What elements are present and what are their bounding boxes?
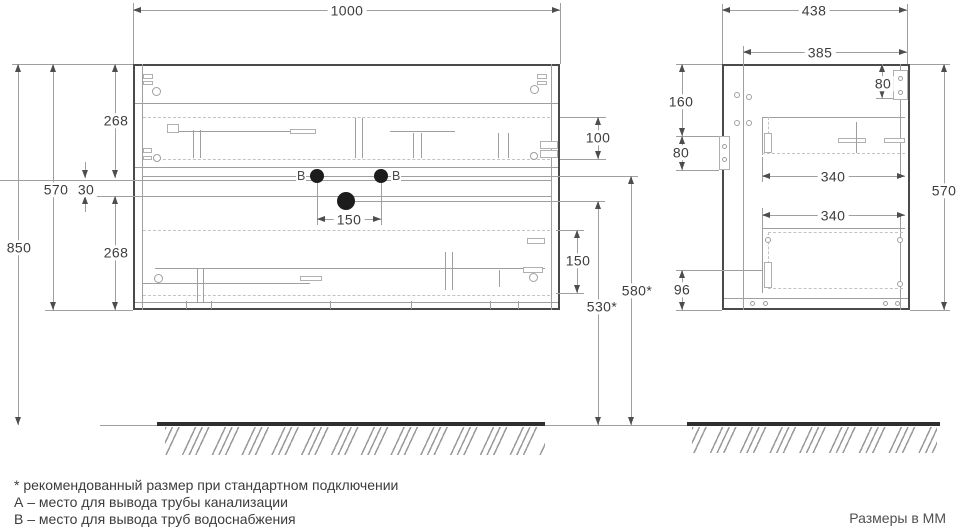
drawer-hardware [884,138,905,143]
drawer-hardware [856,122,857,153]
drawer-hardware [499,270,500,287]
drawer-hardware [452,252,453,290]
dashed-line [762,153,905,154]
arrowhead [595,417,601,425]
drawer-hardware [540,150,558,158]
arrowhead [762,173,770,179]
arrowhead [373,216,381,222]
dim-label-drain-outlet: 530* [584,299,620,314]
drawer-line [762,228,905,229]
tick [411,301,412,309]
dashed-line [768,232,903,233]
dashed-line [143,159,550,160]
b-level-line [142,176,638,177]
panel-line [551,64,552,310]
ground-hatching [692,427,937,453]
rail-line [75,196,551,197]
cam-fitting [537,81,547,85]
extension-line [45,310,133,311]
point-b-right-label: B [392,169,401,183]
panel-line [135,103,558,104]
extension-line [910,310,950,311]
extension-line [556,230,584,231]
arrowhead [899,49,907,55]
side-bracket [719,136,730,170]
arrowhead [941,302,947,310]
ground-surface [687,422,940,426]
drawer-hardware [197,268,198,302]
arrowhead [679,270,685,278]
screw-hole [763,301,768,306]
dim-label-side-cabinet-height: 570 [929,183,958,198]
extension-line [556,293,584,294]
arrowhead [897,173,905,179]
extension-line [722,4,723,64]
tick [518,301,519,309]
dim-label-water-outlet: 580* [619,283,655,298]
drawer-line [762,228,763,293]
a-level-line [340,201,605,202]
screw-hole [897,281,903,287]
screw-hole [722,144,727,149]
extension-line [676,170,719,171]
drill-hole [746,94,752,100]
arrowhead [112,64,118,72]
drawer-hardware [167,124,179,133]
drawer-hardware [300,276,322,281]
extension-line [676,270,743,271]
drawer-slide [167,131,300,132]
drawer-hardware [838,138,866,143]
screw-hole [897,237,903,243]
dim-label-drawer-gap: 30 [75,182,97,197]
side-cabinet-outline [722,64,910,310]
dim-label-mount-gap: 80 [670,145,692,160]
arrowhead [112,196,118,204]
note-legend-a: А – место для вывода трубы канализации [14,494,288,510]
panel-line [743,64,744,310]
arrowhead [595,117,601,125]
hanging-rail [893,70,908,100]
cam-fitting [529,273,538,282]
drawer-hardware [421,133,422,158]
dim-label-drawer-depth-upper: 340 [818,169,849,184]
arrowhead [628,176,634,184]
screw-hole [883,301,888,306]
extension-line [876,98,893,99]
drawer-hardware [445,252,446,290]
arrowhead [552,7,560,13]
dim-label-lower-drawer: 268 [101,245,132,260]
arrowhead [899,7,907,13]
drawer-hardware [290,129,316,134]
drawer-hardware [200,130,201,158]
cam-fitting [153,154,161,162]
arrowhead [679,128,685,136]
drawer-hardware [413,133,414,158]
panel-line [743,270,762,271]
arrowhead [133,7,141,13]
note-legend-b: В – место для вывода труб водоснабжения [14,511,296,527]
drawer-hardware [193,130,194,158]
cam-fitting [143,74,153,79]
note-recommended: * рекомендованный размер при стандартном подключении [14,477,399,493]
drawer-line [762,117,763,155]
arrowhead [112,170,118,178]
cam-fitting [143,81,153,85]
dim-label-total-height: 850 [4,240,35,255]
panel-line [135,302,558,303]
drawer-hardware [203,268,204,302]
extension-line [560,3,561,64]
point-b-right [374,169,388,183]
point-b-left-label: B [297,169,306,183]
dim-label-depth-total: 438 [799,3,830,18]
extension-line [676,310,722,311]
dimension-line [631,176,632,425]
tick [186,301,187,309]
tick [490,301,491,309]
arrowhead [574,285,580,293]
dashed-line [143,230,550,231]
arrowhead [762,212,770,218]
drawer-slide [155,268,545,269]
drill-hole [734,92,740,98]
arrowhead [15,64,21,72]
arrowhead [317,216,325,222]
cam-fitting [152,87,161,96]
arrowhead [595,151,601,159]
cam-fitting [143,156,152,160]
dim-label-width: 1000 [328,3,367,18]
drawer-hardware [540,141,558,149]
panel-line [724,298,908,299]
arrowhead [941,64,947,72]
point-b-left [310,169,324,183]
cam-fitting [530,85,539,94]
arrowhead [722,7,730,13]
arrowhead [574,230,580,238]
drawer-hardware [527,238,545,244]
dim-label-drawer-depth-lower: 340 [818,208,849,223]
tick [330,301,331,309]
cam-fitting [537,74,547,79]
tick [211,301,212,309]
drawer-hardware [355,118,356,158]
arrowhead [628,417,634,425]
dim-label-rail-height: 80 [872,76,894,91]
drawer-slide [143,283,310,284]
arrowhead [679,136,685,144]
drawer-hardware [362,118,363,158]
arrowhead [50,302,56,310]
panel-line [135,167,558,168]
cam-fitting [143,148,152,153]
extension-line [762,208,763,228]
drawer-hardware [508,133,509,158]
ground-hatching [165,427,545,455]
drawer-hardware [764,133,772,153]
arrowhead [50,64,56,72]
arrowhead [743,49,751,55]
screw-hole [898,90,903,95]
arrowhead [897,212,905,218]
screw-hole [898,76,903,81]
drawer-hardware [498,133,499,158]
screw-hole [765,237,771,243]
dim-label-inner-upper: 100 [583,130,614,145]
dashed-line [768,288,903,289]
dim-label-b-spacing: 150 [334,212,365,227]
dim-label-mount-top: 160 [666,94,697,109]
extension-line [560,159,606,160]
arrowhead [15,417,21,425]
dashed-line [143,117,550,118]
arrowhead [879,64,885,72]
dim-label-cabinet-height: 570 [41,182,72,197]
back-panel-line [900,216,901,310]
cam-fitting [154,274,163,283]
dashed-line [143,295,550,296]
cam-fitting [530,152,538,160]
dim-label-upper-drawer: 268 [101,113,132,128]
arrowhead [679,162,685,170]
extension-line [381,183,382,225]
panel-line [142,64,143,310]
drawer-line [762,117,905,118]
drill-hole [734,120,740,126]
extension-line [907,4,908,64]
drawer-hardware [764,262,772,288]
arrowhead [82,170,88,178]
dim-label-bottom-height: 96 [671,282,693,297]
dim-label-depth-body: 385 [805,45,836,60]
arrowhead [679,64,685,72]
drawer-slide [390,131,455,132]
drill-hole [746,120,752,126]
ground-surface [157,422,545,426]
arrowhead [679,302,685,310]
screw-hole [895,301,900,306]
arrowhead [112,302,118,310]
dim-label-inner-lower: 150 [563,253,594,268]
units-label: Размеры в ММ [849,510,946,526]
screw-hole [722,157,727,162]
screw-hole [750,301,755,306]
arrowhead [595,201,601,209]
point-a [337,192,355,210]
